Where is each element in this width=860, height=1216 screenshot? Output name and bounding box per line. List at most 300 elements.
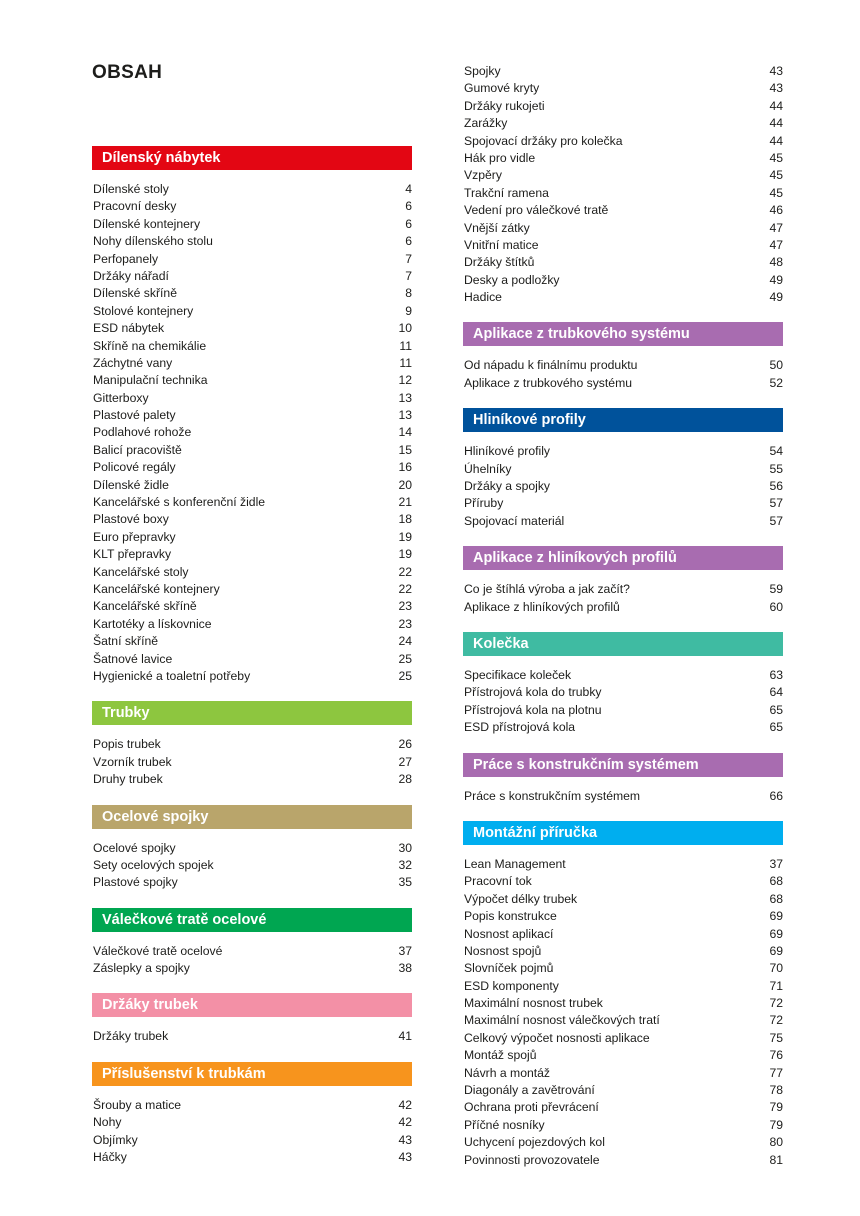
toc-entry[interactable] (463, 926, 783, 943)
toc-entry-page: 28 (398, 772, 412, 787)
toc-entry-page: 52 (769, 375, 783, 390)
toc-entry[interactable] (92, 442, 412, 459)
toc-entry-label: Manipulační technika (93, 373, 208, 388)
toc-entry-page: 23 (398, 599, 412, 614)
section-items (463, 788, 783, 805)
toc-entry[interactable] (463, 1134, 783, 1151)
toc-entry[interactable] (463, 960, 783, 977)
section-header[interactable]: Hliníkové profily (463, 408, 783, 432)
toc-section (92, 908, 412, 978)
toc-entry-page: 42 (398, 1115, 412, 1130)
toc-entry-page: 57 (769, 513, 783, 528)
toc-entry-label: Aplikace z hliníkových profilů (464, 599, 620, 614)
toc-entry-label: Návrh a montáž (464, 1065, 551, 1080)
toc-entry-label: Balicí pracoviště (93, 442, 182, 457)
toc-entry[interactable] (463, 495, 783, 512)
toc-section (463, 546, 783, 616)
toc-entry-page: 69 (769, 943, 783, 958)
toc-entry-page: 49 (769, 272, 783, 287)
toc-section (92, 146, 412, 685)
toc-entry[interactable] (92, 616, 412, 633)
toc-section (463, 322, 783, 392)
toc-entry[interactable] (92, 390, 412, 407)
toc-entry-label: Ochrana proti převrácení (464, 1100, 599, 1115)
toc-entry-page: 38 (398, 961, 412, 976)
toc-entry-page: 13 (398, 390, 412, 405)
toc-entry[interactable] (92, 407, 412, 424)
toc-entry-label: Výpočet délky trubek (464, 891, 578, 906)
toc-entry-label: Nosnost spojů (464, 943, 542, 958)
toc-entry[interactable] (463, 873, 783, 890)
toc-section (463, 753, 783, 805)
toc-entry-label: Popis konstrukce (464, 909, 557, 924)
toc-entry-page: 47 (769, 220, 783, 235)
toc-entry[interactable] (92, 943, 412, 960)
toc-entry-label: Vedení pro válečkové tratě (464, 203, 609, 218)
section-header[interactable]: Trubky (92, 701, 412, 725)
toc-entry[interactable] (463, 581, 783, 598)
section-items (92, 840, 412, 892)
toc-entry-label: Příčné nosníky (464, 1117, 545, 1132)
toc-entry-page: 26 (398, 737, 412, 752)
toc-entry-label: KLT přepravky (93, 547, 172, 562)
toc-entry-page: 35 (398, 875, 412, 890)
toc-entry-page: 16 (398, 460, 412, 475)
toc-entry-page: 25 (398, 668, 412, 683)
toc-entry[interactable] (463, 115, 783, 132)
toc-entry-label: ESD nábytek (93, 321, 165, 336)
toc-section (92, 993, 412, 1045)
toc-entry[interactable] (92, 355, 412, 372)
toc-entry[interactable] (92, 233, 412, 250)
toc-entry[interactable] (92, 960, 412, 977)
section-header[interactable]: Ocelové spojky (92, 805, 412, 829)
toc-entry-label: Vzorník trubek (93, 754, 172, 769)
toc-entry-page: 18 (398, 512, 412, 527)
toc-entry[interactable] (463, 185, 783, 202)
toc-entry[interactable] (92, 181, 412, 198)
toc-entry-label: Nohy dílenského stolu (93, 234, 213, 249)
toc-entry-page: 46 (769, 203, 783, 218)
toc-entry-label: Skříně na chemikálie (93, 338, 207, 353)
toc-entry-page: 64 (769, 685, 783, 700)
section-header[interactable]: Práce s konstrukčním systémem (463, 753, 783, 777)
toc-entry-page: 23 (398, 616, 412, 631)
toc-entry[interactable] (92, 857, 412, 874)
toc-entry-label: Dílenské kontejnery (93, 216, 201, 231)
toc-entry-label: Dílenské židle (93, 477, 169, 492)
toc-entry-label: Plastové boxy (93, 512, 169, 527)
toc-entry-label: Lean Management (464, 856, 566, 871)
toc-section (463, 821, 783, 1169)
toc-entry-label: Vzpěry (464, 168, 502, 183)
toc-entry[interactable] (463, 478, 783, 495)
toc-entry-label: Trakční ramena (464, 185, 549, 200)
toc-entry-page: 57 (769, 496, 783, 511)
toc-entry-label: Diagonály a zavětrování (464, 1083, 595, 1098)
toc-entry-label: Plastové palety (93, 408, 176, 423)
toc-entry-label: Práce s konstrukčním systémem (464, 788, 641, 803)
toc-entry-page: 54 (769, 444, 783, 459)
toc-entry-page: 65 (769, 702, 783, 717)
toc-entry-page: 4 (405, 182, 412, 196)
toc-entry[interactable] (463, 1099, 783, 1116)
toc-entry[interactable] (463, 1065, 783, 1082)
toc-entry[interactable] (463, 272, 783, 289)
toc-entry[interactable] (92, 564, 412, 581)
toc-entry-page: 7 (405, 268, 412, 283)
section-items (92, 736, 412, 788)
toc-entry[interactable] (92, 633, 412, 650)
toc-entry-label: Od nápadu k finálnímu produktu (464, 358, 638, 373)
toc-entry-label: Příruby (464, 496, 504, 511)
toc-entry-page: 42 (398, 1097, 412, 1112)
toc-entry[interactable] (463, 1082, 783, 1099)
toc-entry[interactable] (92, 1028, 412, 1045)
toc-entry-label: Přístrojová kola do trubky (464, 685, 602, 700)
section-header[interactable]: Příslušenství k trubkám (92, 1062, 412, 1086)
left-column (92, 146, 412, 1166)
toc-entry[interactable] (92, 216, 412, 233)
section-header[interactable]: Aplikace z trubkového systému (463, 322, 783, 346)
section-items (463, 667, 783, 737)
toc-entry[interactable] (463, 1030, 783, 1047)
toc-entry-label: Válečkové tratě ocelové (93, 943, 223, 958)
toc-entry[interactable] (463, 684, 783, 701)
toc-entry-page: 49 (769, 290, 783, 305)
toc-entry-page: 75 (769, 1030, 783, 1045)
toc-section (92, 805, 412, 892)
toc-entry[interactable] (92, 285, 412, 302)
toc-entry[interactable] (92, 874, 412, 891)
toc-entry-page: 65 (769, 720, 783, 735)
toc-entry-page: 71 (769, 978, 783, 993)
toc-entry[interactable] (463, 237, 783, 254)
toc-entry-page: 47 (769, 237, 783, 252)
toc-entry[interactable] (92, 338, 412, 355)
toc-entry-label: Držáky trubek (93, 1029, 169, 1044)
toc-entry-label: Povinnosti provozovatele (464, 1152, 600, 1167)
toc-section (92, 1062, 412, 1167)
toc-entry-label: Kancelářské s konferenční židle (93, 495, 266, 510)
toc-entry-label: Gumové kryty (464, 81, 540, 96)
toc-entry[interactable] (463, 513, 783, 530)
toc-entry-page: 37 (769, 856, 783, 871)
toc-entry-label: Perfopanely (93, 251, 159, 266)
toc-entry-page: 8 (405, 286, 412, 301)
toc-entry-label: Stolové kontejnery (93, 303, 194, 318)
toc-entry-label: Hák pro vidle (464, 150, 536, 165)
toc-entry[interactable] (463, 375, 783, 392)
toc-entry[interactable] (463, 978, 783, 995)
toc-entry-page: 43 (769, 64, 783, 78)
toc-entry-label: Hliníkové profily (464, 444, 551, 459)
toc-entry-label: Sety ocelových spojek (93, 857, 214, 872)
toc-entry[interactable] (92, 840, 412, 857)
toc-section (92, 701, 412, 788)
toc-entry-page: 81 (769, 1152, 783, 1167)
toc-entry[interactable] (92, 1097, 412, 1114)
toc-entry-label: Záchytné vany (93, 355, 173, 370)
toc-entry-page: 11 (399, 355, 412, 370)
toc-entry[interactable] (463, 1152, 783, 1169)
toc-entry-label: Dílenské stoly (93, 182, 169, 196)
toc-entry[interactable] (463, 1012, 783, 1029)
toc-entry-label: Pracovní desky (93, 199, 177, 214)
section-items (92, 943, 412, 978)
toc-entry-label: Celkový výpočet nosnosti aplikace (464, 1030, 650, 1045)
toc-entry-page: 44 (769, 133, 783, 148)
toc-entry-page: 79 (769, 1100, 783, 1115)
toc-entry-label: Nosnost aplikací (464, 926, 554, 941)
toc-entry-label: Šatní skříně (93, 634, 159, 649)
toc-entry[interactable] (92, 477, 412, 494)
toc-entry-page: 59 (769, 582, 783, 597)
toc-entry[interactable] (463, 167, 783, 184)
toc-entry-page: 11 (399, 338, 412, 353)
toc-entry-page: 7 (405, 251, 412, 266)
toc-entry-page: 9 (405, 303, 412, 318)
toc-entry[interactable] (463, 702, 783, 719)
toc-entry-page: 41 (398, 1029, 412, 1044)
toc-entry-label: Držáky štítků (464, 255, 535, 270)
toc-entry-page: 6 (405, 234, 412, 249)
toc-entry-label: Nohy (93, 1115, 122, 1130)
toc-entry-label: Slovníček pojmů (464, 961, 554, 976)
toc-entry[interactable] (463, 461, 783, 478)
toc-entry-page: 72 (769, 1013, 783, 1028)
toc-entry-page: 69 (769, 909, 783, 924)
toc-entry-page: 60 (769, 599, 783, 614)
toc-entry-label: Kartotéky a lískovnice (93, 616, 212, 631)
toc-entry-page: 27 (398, 754, 412, 769)
toc-entry-label: Úhelníky (464, 461, 512, 476)
toc-entry-label: Co je štíhlá výroba a jak začít? (464, 582, 630, 597)
toc-entry-label: Druhy trubek (93, 772, 163, 787)
toc-section (463, 408, 783, 530)
toc-entry-label: Kancelářské stoly (93, 564, 189, 579)
toc-entry-label: Maximální nosnost válečkových tratí (464, 1013, 660, 1028)
toc-entry[interactable] (463, 891, 783, 908)
toc-entry[interactable] (463, 908, 783, 925)
toc-entry[interactable] (463, 150, 783, 167)
toc-entry-page: 24 (398, 634, 412, 649)
section-items (92, 181, 412, 685)
toc-entry[interactable] (92, 1114, 412, 1131)
toc-entry-label: Hygienické a toaletní potřeby (93, 668, 251, 683)
toc-entry-label: Šrouby a matice (93, 1097, 182, 1112)
toc-entry-page: 55 (769, 461, 783, 476)
toc-entry-page: 70 (769, 961, 783, 976)
toc-entry[interactable] (92, 372, 412, 389)
toc-entry-page: 22 (398, 564, 412, 579)
toc-entry-label: Přístrojová kola na plotnu (464, 702, 602, 717)
toc-entry-label: Držáky a spojky (464, 479, 551, 494)
toc-entry-page: 25 (398, 651, 412, 666)
toc-entry-label: ESD komponenty (464, 978, 559, 993)
toc-entry-page: 6 (405, 199, 412, 214)
toc-entry-label: Plastové spojky (93, 875, 178, 890)
toc-entry[interactable] (463, 80, 783, 97)
toc-entry-page: 48 (769, 255, 783, 270)
toc-entry[interactable] (463, 63, 783, 80)
toc-entry-page: 50 (769, 358, 783, 373)
toc-entry-page: 30 (398, 840, 412, 855)
toc-entry-label: Vnější zátky (464, 220, 530, 235)
toc-entry[interactable] (463, 856, 783, 873)
toc-entry-page: 45 (769, 150, 783, 165)
section-header[interactable]: Válečkové tratě ocelové (92, 908, 412, 932)
section-items (463, 581, 783, 616)
toc-entry-page: 56 (769, 479, 783, 494)
toc-entry-label: Dílenské skříně (93, 286, 177, 301)
section-header[interactable]: Aplikace z hliníkových profilů (463, 546, 783, 570)
toc-entry[interactable] (92, 320, 412, 337)
right-column (463, 63, 783, 1169)
toc-entry[interactable] (92, 581, 412, 598)
toc-entry-label: Euro přepravky (93, 529, 176, 544)
toc-entry[interactable] (92, 651, 412, 668)
section-header[interactable]: Držáky trubek (92, 993, 412, 1017)
toc-entry-label: Montáž spojů (464, 1048, 537, 1063)
toc-entry-page: 13 (398, 408, 412, 423)
toc-entry[interactable] (92, 546, 412, 563)
toc-entry-page: 14 (398, 425, 412, 440)
toc-entry[interactable] (463, 254, 783, 271)
section-header[interactable]: Kolečka (463, 632, 783, 656)
toc-entry[interactable] (92, 494, 412, 511)
toc-entry-label: Kancelářské kontejnery (93, 581, 220, 596)
toc-entry-label: Spojky (464, 64, 501, 78)
toc-entry-page: 45 (769, 185, 783, 200)
toc-entry-page: 19 (398, 529, 412, 544)
toc-entry-page: 45 (769, 168, 783, 183)
toc-entry-page: 19 (398, 547, 412, 562)
toc-entry[interactable] (92, 424, 412, 441)
toc-entry[interactable] (463, 943, 783, 960)
toc-entry[interactable] (463, 995, 783, 1012)
toc-entry-page: 21 (398, 495, 412, 510)
toc-entry-label: Pracovní tok (464, 874, 532, 889)
toc-entry-label: Zarážky (464, 116, 508, 131)
continued-list (463, 63, 783, 306)
toc-entry-label: Podlahové rohože (93, 425, 192, 440)
toc-entry-page: 76 (769, 1048, 783, 1063)
toc-entry-label: Policové regály (93, 460, 176, 475)
toc-entry[interactable] (92, 303, 412, 320)
toc-entry-label: Gitterboxy (93, 390, 149, 405)
toc-entry-label: Hadice (464, 290, 502, 305)
toc-entry-label: ESD přístrojová kola (464, 720, 576, 735)
toc-entry-page: 69 (769, 926, 783, 941)
section-items (92, 1097, 412, 1167)
toc-entry[interactable] (92, 511, 412, 528)
toc-entry[interactable] (92, 754, 412, 771)
toc-entry-page: 68 (769, 891, 783, 906)
toc-entry-label: Spojovací materiál (464, 513, 565, 528)
toc-entry[interactable] (92, 198, 412, 215)
toc-entry[interactable] (463, 667, 783, 684)
toc-entry[interactable] (463, 1047, 783, 1064)
section-items (463, 443, 783, 530)
section-header[interactable]: Dílenský nábytek (92, 146, 412, 170)
toc-entry[interactable] (463, 443, 783, 460)
toc-entry-label: Záslepky a spojky (93, 961, 190, 976)
toc-entry-page: 22 (398, 581, 412, 596)
toc-entry[interactable] (92, 1149, 412, 1166)
section-items (463, 357, 783, 392)
toc-entry-page: 43 (398, 1150, 412, 1165)
toc-entry-page: 43 (398, 1132, 412, 1147)
toc-entry-page: 44 (769, 98, 783, 113)
toc-entry-label: Desky a podložky (464, 272, 560, 287)
toc-entry-page: 79 (769, 1117, 783, 1132)
toc-entry-page: 72 (769, 996, 783, 1011)
toc-entry[interactable] (463, 719, 783, 736)
toc-entry-page: 68 (769, 874, 783, 889)
page-title: OBSAH (92, 62, 163, 83)
toc-entry-label: Šatnové lavice (93, 651, 173, 666)
toc-entry-page: 77 (769, 1065, 783, 1080)
toc-entry-label: Uchycení pojezdových kol (464, 1135, 605, 1150)
toc-entry[interactable] (463, 202, 783, 219)
toc-entry[interactable] (463, 220, 783, 237)
section-items (463, 856, 783, 1169)
toc-entry-page: 15 (398, 442, 412, 457)
toc-entry[interactable] (463, 1117, 783, 1134)
toc-entry[interactable] (92, 598, 412, 615)
toc-entry-page: 80 (769, 1135, 783, 1150)
toc-entry-label: Ocelové spojky (93, 840, 176, 855)
toc-entry-label: Aplikace z trubkového systému (464, 375, 632, 390)
toc-entry-page: 10 (398, 321, 412, 336)
toc-entry-label: Specifikace koleček (464, 667, 572, 682)
toc-entry-label: Spojovací držáky pro kolečka (464, 133, 623, 148)
toc-entry[interactable] (92, 251, 412, 268)
toc-entry[interactable] (92, 529, 412, 546)
toc-entry-label: Držáky rukojeti (464, 98, 545, 113)
toc-entry-page: 66 (769, 788, 783, 803)
toc-entry[interactable] (463, 133, 783, 150)
toc-entry-page: 43 (769, 81, 783, 96)
section-items (92, 1028, 412, 1045)
toc-entry-page: 78 (769, 1083, 783, 1098)
toc-entry[interactable] (463, 599, 783, 616)
toc-entry-label: Vnitřní matice (464, 237, 539, 252)
toc-entry[interactable] (463, 289, 783, 306)
toc-entry-page: 20 (398, 477, 412, 492)
toc-entry[interactable] (92, 1132, 412, 1149)
toc-entry-label: Kancelářské skříně (93, 599, 197, 614)
toc-entry[interactable] (463, 788, 783, 805)
toc-entry-page: 12 (398, 373, 412, 388)
toc-entry[interactable] (92, 668, 412, 685)
toc-entry[interactable] (92, 771, 412, 788)
toc-entry-label: Držáky nářadí (93, 268, 169, 283)
toc-entry[interactable] (463, 98, 783, 115)
toc-entry-page: 37 (398, 943, 412, 958)
toc-entry-page: 44 (769, 116, 783, 131)
toc-section (463, 632, 783, 737)
toc-entry-label: Maximální nosnost trubek (464, 996, 603, 1011)
toc-entry[interactable] (92, 268, 412, 285)
toc-entry[interactable] (92, 736, 412, 753)
toc-entry-page: 32 (398, 857, 412, 872)
toc-entry-page: 63 (769, 667, 783, 682)
toc-entry[interactable] (463, 357, 783, 374)
section-header[interactable]: Montážní příručka (463, 821, 783, 845)
toc-entry[interactable] (92, 459, 412, 476)
